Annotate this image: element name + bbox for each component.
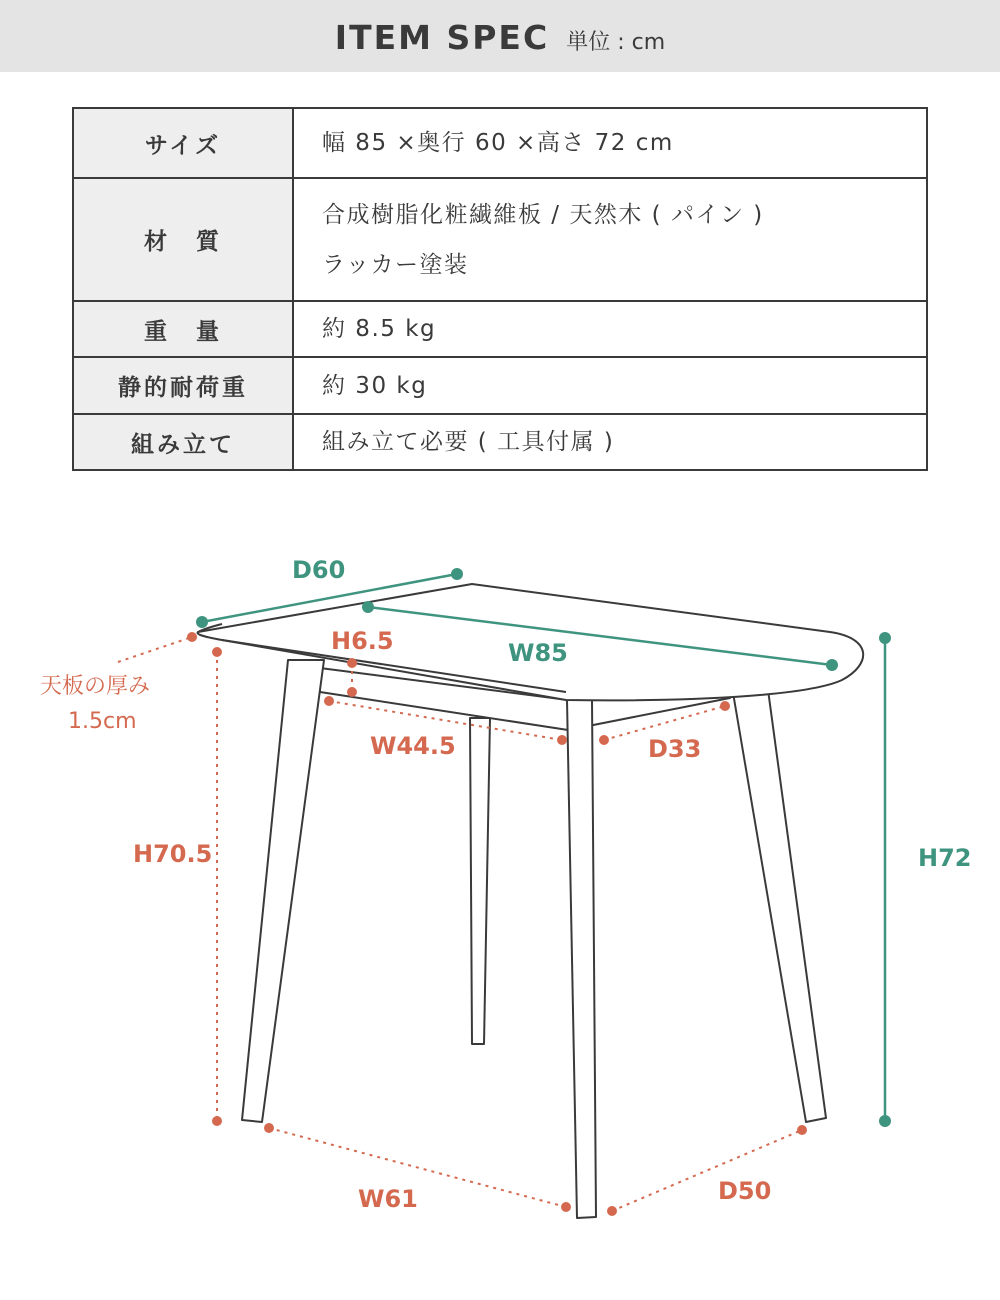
dot bbox=[347, 687, 357, 697]
dot bbox=[826, 659, 838, 671]
label-d60: D60 bbox=[292, 556, 346, 584]
dot bbox=[451, 568, 463, 580]
spec-label: 静的耐荷重 bbox=[73, 357, 293, 414]
dot bbox=[196, 616, 208, 628]
dot bbox=[557, 735, 567, 745]
spec-value-line: ラッカー塗装 bbox=[322, 251, 469, 278]
label-top-thickness-2: 1.5cm bbox=[68, 709, 137, 734]
label-w44-5: W44.5 bbox=[370, 732, 456, 760]
dot bbox=[187, 632, 197, 642]
dot bbox=[879, 632, 891, 644]
spec-value-line: 約 30 kg bbox=[322, 372, 428, 399]
label-h72: H72 bbox=[918, 844, 972, 872]
dot bbox=[324, 696, 334, 706]
spec-label: 材 質 bbox=[73, 178, 293, 301]
dot bbox=[599, 735, 609, 745]
label-h6-5: H6.5 bbox=[331, 627, 394, 655]
leg-front-left bbox=[242, 660, 324, 1122]
spec-value-line: 合成樹脂化粧繊維板 / 天然木 ( パイン ) bbox=[322, 201, 764, 228]
dot bbox=[347, 658, 357, 668]
leg-front-center bbox=[567, 700, 596, 1218]
spec-value-line: 約 8.5 kg bbox=[322, 316, 437, 342]
leg-right bbox=[730, 675, 826, 1122]
back-leg bbox=[470, 718, 490, 1044]
thickness-leader bbox=[118, 637, 192, 662]
dot bbox=[879, 1115, 891, 1127]
dot bbox=[607, 1206, 617, 1216]
label-w85: W85 bbox=[508, 639, 568, 667]
dot bbox=[362, 601, 374, 613]
table-drawing bbox=[198, 584, 864, 1218]
dot bbox=[720, 701, 730, 711]
dot bbox=[561, 1202, 571, 1212]
dot bbox=[212, 647, 222, 657]
spec-label: 組み立て bbox=[73, 414, 293, 470]
label-w61: W61 bbox=[358, 1185, 418, 1213]
spec-value-line: 組み立て必要 ( 工具付属 ) bbox=[322, 429, 615, 455]
label-top-thickness-1: 天板の厚み bbox=[40, 674, 151, 699]
header-unit: 単位 : cm bbox=[566, 30, 666, 55]
label-d33: D33 bbox=[648, 735, 702, 763]
spec-value-line: 幅 85 ×奥行 60 ×高さ 72 cm bbox=[322, 130, 674, 156]
d50-line bbox=[612, 1130, 802, 1211]
dot bbox=[264, 1123, 274, 1133]
spec-label: サイズ bbox=[73, 108, 293, 178]
header-title: ITEM SPEC bbox=[334, 18, 550, 57]
label-h70-5: H70.5 bbox=[133, 840, 213, 868]
label-d50: D50 bbox=[718, 1177, 772, 1205]
orange-dimensions bbox=[118, 637, 802, 1211]
spec-label: 重 量 bbox=[73, 301, 293, 357]
dot bbox=[797, 1125, 807, 1135]
dot bbox=[212, 1116, 222, 1126]
